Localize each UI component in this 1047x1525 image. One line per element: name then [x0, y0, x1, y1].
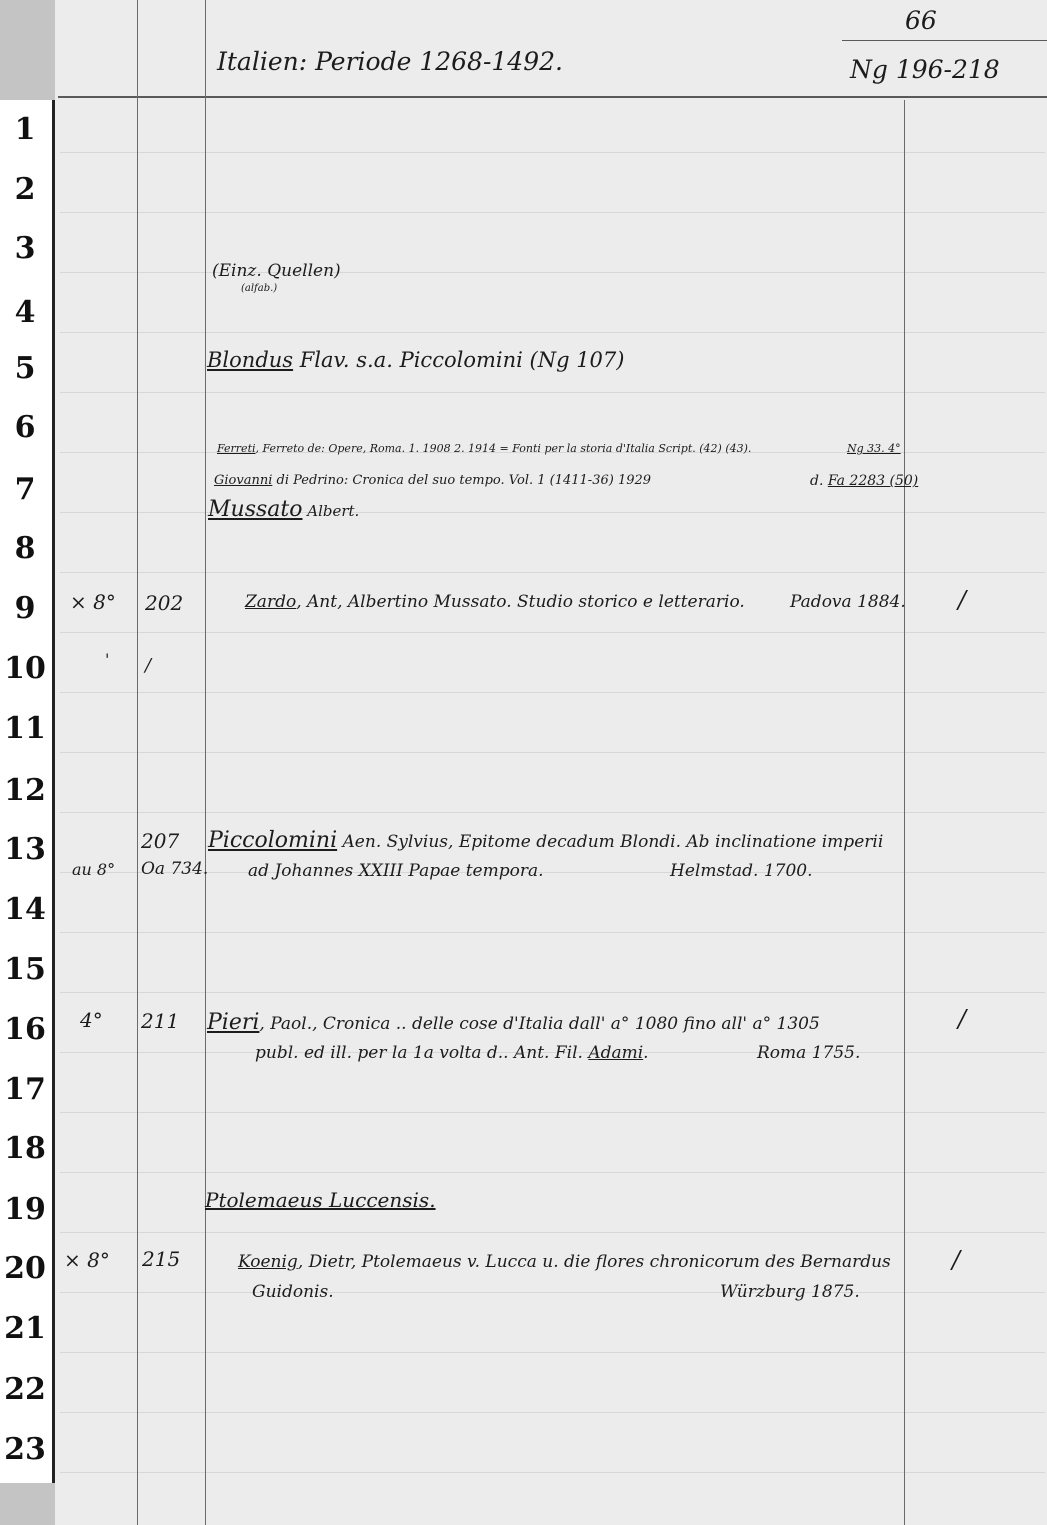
entry-count: /	[952, 1246, 961, 1274]
row-number: 6	[14, 410, 36, 445]
entry-format: × 8°	[64, 1248, 110, 1272]
note-einzelquellen: (Einz. Quellen)	[212, 261, 341, 281]
row-number: 9	[14, 591, 36, 626]
entry-author: Piccolomini	[208, 828, 338, 853]
entry-author: Pieri	[207, 1010, 260, 1035]
page-title: Italien: Periode 1268-1492.	[217, 47, 563, 76]
signature-prefix: d.	[810, 473, 824, 489]
ruled-line	[60, 692, 1045, 693]
ruled-line	[60, 332, 1045, 333]
row-number: 5	[14, 351, 36, 386]
row-number: 4	[14, 295, 36, 330]
entry-format: 4°	[80, 1008, 103, 1032]
row-number: 8	[14, 531, 36, 566]
entry-author: Zardo	[245, 592, 297, 612]
entry-signature-group	[810, 473, 918, 489]
page-number-rule	[842, 40, 1047, 41]
heading-ptolemaeus: Ptolemaeus Luccensis.	[205, 1188, 436, 1212]
row-number: 1	[14, 112, 36, 147]
row-number: 18	[4, 1131, 46, 1166]
column-line-format	[137, 0, 138, 1525]
row-number-gutter	[0, 0, 55, 1525]
ruled-line	[60, 1172, 1045, 1173]
heading-name: Blondus	[207, 348, 294, 372]
ruled-line	[60, 752, 1045, 753]
entry-author: Koenig	[238, 1252, 298, 1272]
heading-text: Flav. s.a. Piccolomini (Ng 107)	[293, 348, 625, 372]
entry-number: 211	[141, 1009, 180, 1033]
cross-reference-blondus	[207, 348, 624, 372]
row-number: 7	[14, 472, 36, 507]
entry-number: 202	[145, 591, 184, 615]
ruled-line	[60, 1352, 1045, 1353]
entry-zardo	[245, 592, 745, 612]
entry-signature: Ng 33. 4°	[847, 442, 901, 455]
header-rule	[58, 96, 1047, 98]
ruled-line	[60, 572, 1045, 573]
entry-text: .	[643, 1043, 649, 1063]
entry-koenig	[238, 1252, 891, 1272]
entry-text-line2	[255, 1043, 649, 1063]
row-number: 14	[4, 892, 46, 927]
row-number: 15	[4, 952, 46, 987]
entry-editor: Adami	[588, 1043, 644, 1063]
entry-text-line2: Guidonis.	[252, 1282, 334, 1302]
ruled-line	[60, 1112, 1045, 1113]
entry-place-year: Helmstad. 1700.	[670, 861, 813, 881]
page-number: 66	[905, 6, 937, 35]
stray-mark: /	[145, 655, 152, 676]
entry-count: /	[958, 1005, 967, 1033]
row-number: 12	[4, 773, 46, 808]
entry-number: 215	[142, 1247, 181, 1271]
entry-place-year: Würzburg 1875.	[720, 1282, 860, 1302]
entry-giovanni	[214, 473, 651, 488]
ruled-line	[60, 632, 1045, 633]
entry-text-line2: ad Johannes XXIII Papae tempora.	[248, 861, 544, 881]
row-number: 19	[4, 1192, 46, 1227]
column-line-count	[904, 100, 905, 1525]
ruled-line	[60, 1472, 1045, 1473]
ruled-line	[60, 152, 1045, 153]
heading-name: Mussato	[208, 497, 303, 522]
gutter-bottom-band	[0, 1483, 55, 1525]
ruled-line	[60, 932, 1045, 933]
entry-place-year: Roma 1755.	[757, 1043, 861, 1063]
entry-text: publ. ed ill. per la 1a volta d.. Ant. Fil.	[255, 1043, 589, 1063]
heading-text: Albert.	[302, 502, 360, 520]
entry-text: , Ferreto de: Opere, Roma. 1. 1908 2. 1914 = Fonti per la storia d'Italia Script. (42) (43).	[255, 442, 752, 455]
row-number: 23	[4, 1432, 46, 1467]
ledger-sheet	[55, 0, 1047, 1525]
row-number: 16	[4, 1012, 46, 1047]
gutter-top-band	[0, 0, 55, 100]
ruled-line	[60, 392, 1045, 393]
note-alfabetisch: (alfab.)	[241, 283, 278, 294]
entry-text: , Dietr, Ptolemaeus v. Lucca u. die flores chronicorum des Bernardus	[297, 1252, 891, 1272]
ruled-line	[60, 992, 1045, 993]
row-number: 17	[4, 1072, 46, 1107]
ruled-line	[60, 1292, 1045, 1293]
row-number: 22	[4, 1372, 46, 1407]
entry-count: /	[958, 586, 967, 614]
entry-signature: Oa 734.	[141, 859, 209, 879]
row-number: 21	[4, 1311, 46, 1346]
row-number: 10	[4, 651, 46, 686]
ruled-line	[60, 1232, 1045, 1233]
entry-piccolomini	[208, 828, 883, 853]
ruled-line	[60, 1412, 1045, 1413]
entry-signature: Fa 2283 (50)	[827, 473, 919, 489]
row-number: 3	[14, 231, 36, 266]
entry-text: Aen. Sylvius, Epitome decadum Blondi. Ab inclinatione imperii	[337, 832, 884, 852]
entry-number: 207	[141, 829, 180, 853]
ruled-line	[60, 272, 1045, 273]
entry-format: × 8°	[70, 590, 116, 614]
entry-ferreti	[217, 442, 751, 455]
entry-pieri	[207, 1010, 820, 1035]
ruled-line	[60, 212, 1045, 213]
row-number: 13	[4, 832, 46, 867]
row-number: 11	[4, 711, 46, 746]
entry-text: , Ant, Albertino Mussato. Studio storico e letterario.	[296, 592, 745, 612]
row-number: 2	[14, 172, 36, 207]
entry-text: di Pedrino: Cronica del suo tempo. Vol. 1 (1411-36) 1929	[272, 473, 652, 488]
entry-place-year: Padova 1884.	[790, 592, 906, 612]
entry-author: Giovanni	[214, 473, 273, 488]
column-line-number	[205, 0, 206, 1525]
stray-mark: '	[105, 650, 110, 669]
row-number: 20	[4, 1251, 46, 1286]
heading-mussato	[208, 497, 359, 522]
ruled-line	[60, 812, 1045, 813]
entry-author: Ferreti	[217, 442, 256, 455]
shelfmark-range: Ng 196-218	[850, 55, 1000, 84]
entry-text: , Paol., Cronica .. delle cose d'Italia dall' a° 1080 fino all' a° 1305	[259, 1014, 820, 1034]
entry-format: au 8°	[72, 860, 116, 879]
